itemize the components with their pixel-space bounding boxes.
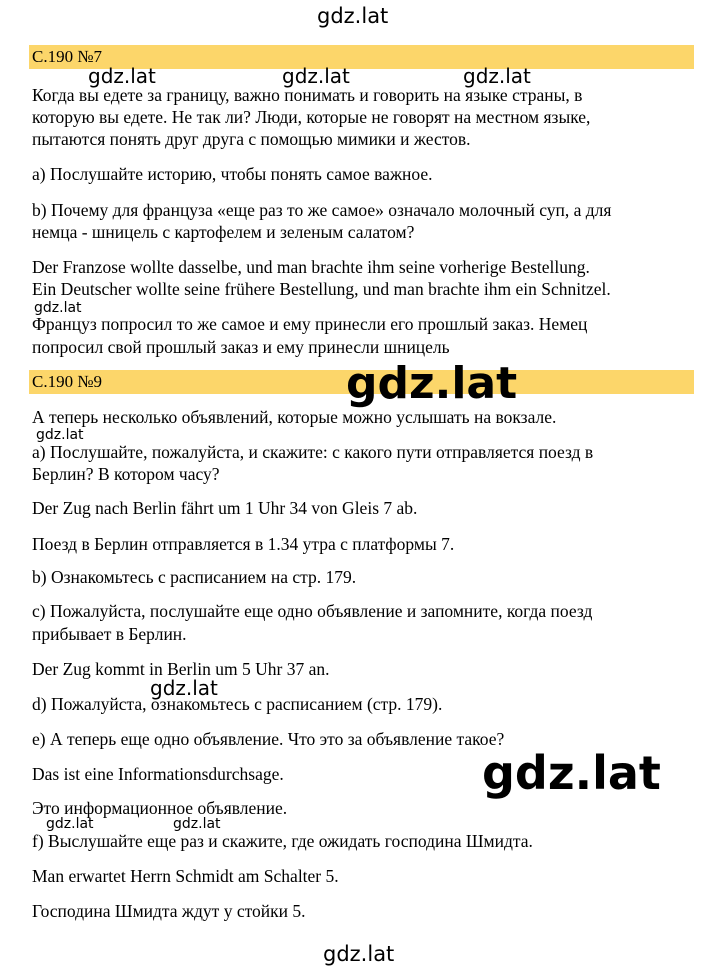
task-e: е) А теперь еще одно объявление. Что это за объявление такое?: [32, 729, 505, 749]
task-a-line: а) Послушайте, пожалуйста, и скажите: с какого пути отправляется поезд в: [32, 442, 594, 462]
section1-heading: С.190 №7: [32, 47, 103, 66]
watermark: gdz.lat: [282, 64, 350, 88]
german-answer-line: Ein Deutscher wollte seine frühere Bestellung, und man brachte ihm ein Schnitzel.: [32, 279, 611, 299]
paragraph-line: пытаются понять друг друга с помощью мимики и жестов.: [32, 129, 471, 149]
answer-f-ru: Господина Шмидта ждут у стойки 5.: [32, 901, 306, 921]
answer-f-de: Man erwartet Herrn Schmidt am Schalter 5.: [32, 866, 339, 886]
task-b: b) Ознакомьтесь с расписанием на стр. 179.: [32, 567, 357, 587]
task-b-line: немца - шницель с картофелем и зеленым салатом?: [32, 222, 415, 242]
task-a-line: Берлин? В котором часу?: [32, 464, 220, 484]
task-d: d) Пожалуйста, ознакомьтесь с расписанием (стр. 179).: [32, 694, 443, 714]
watermark: gdz.lat: [463, 64, 531, 88]
answer-a-ru: Поезд в Берлин отправляется в 1.34 утра с платформы 7.: [32, 534, 455, 554]
task-b-line: b) Почему для француза «еще раз то же самое» означало молочный суп, а для: [32, 200, 612, 220]
russian-answer-line: попросил свой прошлый заказ и ему принесли шницель: [32, 337, 450, 357]
watermark-top: gdz.lat: [317, 4, 389, 28]
section2-heading: С.190 №9: [32, 372, 103, 391]
watermark: gdz.lat: [88, 64, 156, 88]
watermark: gdz.lat: [34, 300, 82, 316]
watermark-large: gdz.lat: [346, 358, 518, 409]
intro: А теперь несколько объявлений, которые можно услышать на вокзале.: [32, 407, 557, 427]
answer-e-ru: Это информационное объявление.: [32, 798, 288, 818]
watermark: gdz.lat: [46, 816, 94, 832]
watermark: gdz.lat: [36, 427, 84, 443]
answer-a-de: Der Zug nach Berlin fährt um 1 Uhr 34 von Gleis 7 ab.: [32, 498, 418, 518]
russian-answer-line: Француз попросил то же самое и ему принесли его прошлый заказ. Немец: [32, 314, 588, 334]
task-c-line: с) Пожалуйста, послушайте еще одно объявление и запомните, когда поезд: [32, 601, 593, 621]
watermark-bottom: gdz.lat: [323, 942, 395, 966]
watermark: gdz.lat: [150, 676, 218, 700]
german-answer-line: Der Franzose wollte dasselbe, und man brachte ihm seine vorherige Bestellung.: [32, 257, 590, 277]
paragraph-line: которую вы едете. Не так ли? Люди, которые не говорят на местном языке,: [32, 107, 591, 127]
task-c-line: прибывает в Берлин.: [32, 624, 187, 644]
answer-c-de: Der Zug kommt in Berlin um 5 Uhr 37 an.: [32, 659, 330, 679]
task-f: f) Выслушайте еще раз и скажите, где ожидать господина Шмидта.: [32, 831, 533, 851]
answer-e-de: Das ist eine Informationsdurchsage.: [32, 764, 284, 784]
task-a: а) Послушайте историю, чтобы понять самое важное.: [32, 164, 433, 184]
paragraph-line: Когда вы едете за границу, важно понимать и говорить на языке страны, в: [32, 85, 583, 105]
watermark-large: gdz.lat: [482, 746, 661, 800]
watermark: gdz.lat: [173, 816, 221, 832]
